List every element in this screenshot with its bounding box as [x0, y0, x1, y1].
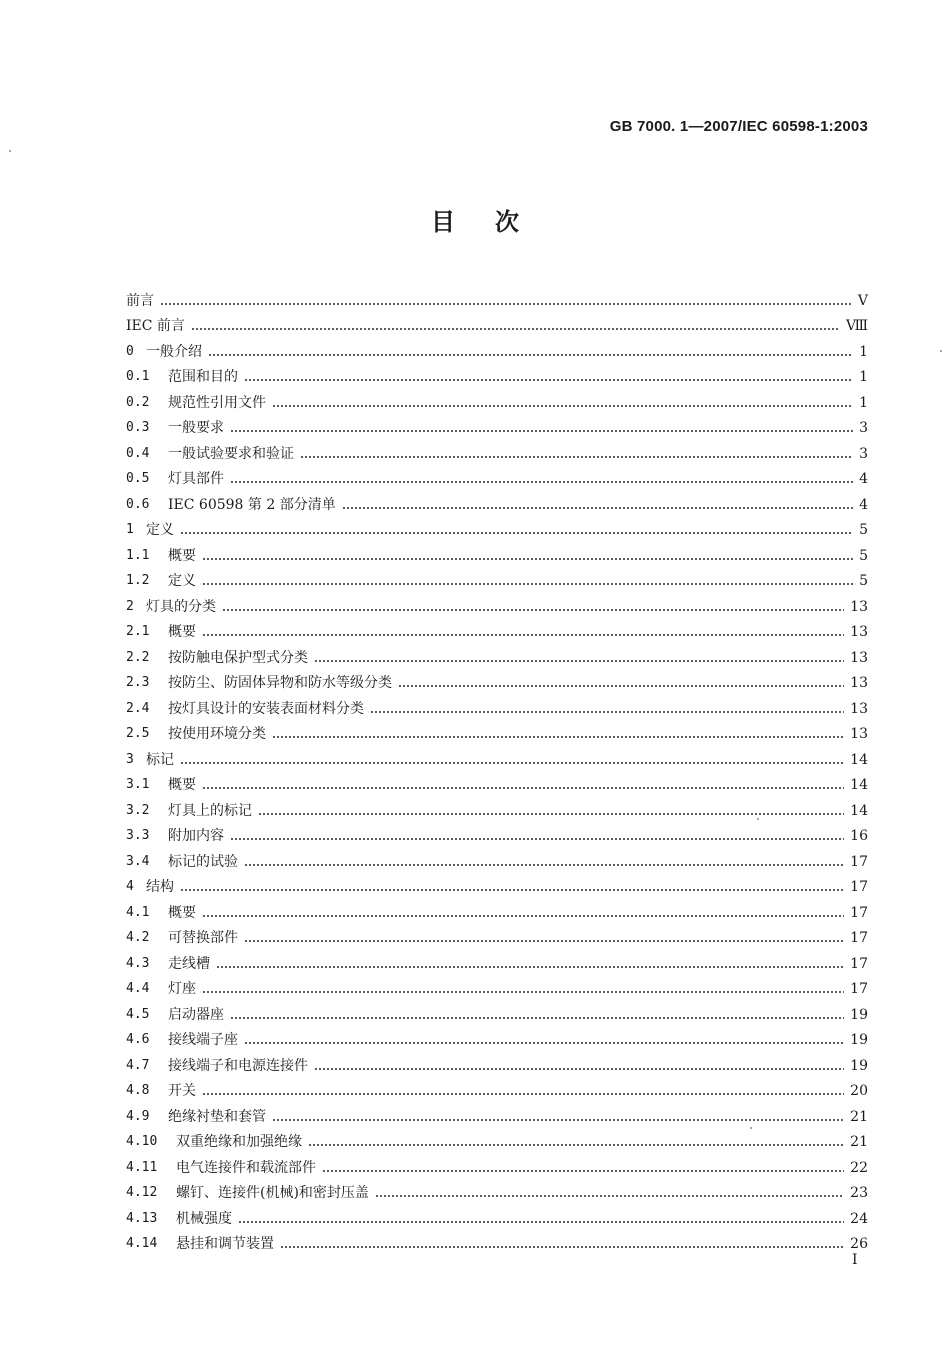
- toc-leader-dots: [342, 506, 853, 510]
- toc-entry-page: 14: [850, 802, 868, 819]
- toc-leader-dots: [230, 1016, 844, 1020]
- toc-entry-page: 13: [850, 624, 868, 640]
- scan-speck: [757, 818, 759, 820]
- toc-entry-number: 4.4: [126, 981, 150, 996]
- toc-entry-number: 3.2: [126, 802, 150, 818]
- toc-entry-title: 灯具上的标记: [168, 802, 252, 819]
- toc-entry-page: 21: [850, 1134, 868, 1150]
- toc-leader-dots: [180, 531, 853, 535]
- toc-entry-title: 一般试验要求和验证: [168, 445, 294, 462]
- toc-entry-number: 2.2: [126, 649, 150, 665]
- toc-entry-title: 附加内容: [168, 828, 224, 844]
- toc-entry: [126, 973, 868, 999]
- toc-entry-page: 5: [859, 522, 868, 538]
- toc-entry-title: 螺钉、连接件(机械)和密封压盖: [176, 1185, 369, 1201]
- toc-entry: [126, 1228, 868, 1254]
- toc-entry-number: 2.1: [126, 624, 150, 639]
- toc-leader-dots: [375, 1194, 844, 1198]
- toc-entry-number: 4.3: [126, 955, 150, 971]
- toc-leader-dots: [272, 1118, 844, 1122]
- toc-leader-dots: [180, 888, 844, 892]
- toc-leader-dots: [272, 404, 853, 408]
- toc-entry-page: 23: [850, 1185, 868, 1201]
- toc-entry-number: 2.4: [126, 700, 150, 716]
- toc-leader-dots: [272, 735, 844, 739]
- toc-entry-title: 绝缘衬垫和套管: [168, 1108, 266, 1125]
- toc-entry-title: 接线端子座: [168, 1032, 238, 1048]
- toc-entry-title: 概要: [168, 904, 196, 921]
- toc-entry-title: 按使用环境分类: [168, 726, 266, 742]
- toc-entry-title: 走线槽: [168, 955, 210, 972]
- toc-entry-title: 定义: [146, 522, 174, 538]
- toc-entry-page: 17: [850, 981, 868, 997]
- toc-entry: [126, 284, 868, 310]
- toc-entry-number: 4: [126, 879, 134, 894]
- toc-leader-dots: [398, 684, 844, 688]
- toc-entry-page: 17: [850, 853, 868, 870]
- toc-leader-dots: [258, 812, 844, 816]
- toc-entry: [126, 1049, 868, 1075]
- toc-entry-number: 0.3: [126, 420, 150, 435]
- toc-entry-title: 概要: [168, 547, 196, 564]
- toc-leader-dots: [314, 1067, 844, 1071]
- toc-entry-number: 0.1: [126, 369, 150, 384]
- toc-leader-dots: [244, 863, 844, 867]
- toc-entry-title: 机械强度: [176, 1210, 232, 1227]
- toc-entry-page: 3: [859, 445, 868, 462]
- toc-leader-dots: [202, 633, 844, 637]
- toc-entry-number: 0.2: [126, 394, 150, 410]
- toc-entry-page: 1: [859, 343, 868, 360]
- toc-entry-number: 4.9: [126, 1108, 150, 1124]
- toc-entry: [126, 947, 868, 973]
- toc-leader-dots: [202, 786, 844, 790]
- toc-entry: [126, 641, 868, 667]
- toc-entry-title: 标记的试验: [168, 853, 238, 870]
- toc-leader-dots: [322, 1169, 844, 1173]
- toc-entry: [126, 871, 868, 897]
- toc-entry-number: 4.14: [126, 1236, 158, 1251]
- toc-entry-number: 4.10: [126, 1134, 158, 1149]
- toc-entry-number: 1.1: [126, 547, 150, 563]
- toc-leader-dots: [230, 480, 853, 484]
- toc-entry-title: 双重绝缘和加强绝缘: [176, 1134, 302, 1150]
- toc-leader-dots: [244, 939, 844, 943]
- table-of-contents: [126, 284, 868, 1253]
- toc-entry-title: 前言: [126, 292, 154, 309]
- toc-entry-number: 4.2: [126, 930, 150, 945]
- toc-entry: [126, 565, 868, 591]
- toc-entry-page: 4: [859, 471, 868, 487]
- toc-entry-number: 0.4: [126, 445, 150, 461]
- toc-entry-number: 2.3: [126, 675, 150, 690]
- toc-entry-number: 3.3: [126, 828, 150, 843]
- scan-speck: [9, 150, 11, 152]
- toc-entry: [126, 386, 868, 412]
- toc-entry-page: 17: [850, 955, 868, 972]
- toc-entry: [126, 692, 868, 718]
- toc-leader-dots: [244, 378, 853, 382]
- toc-entry-number: 4.12: [126, 1185, 158, 1200]
- toc-entry-number: 1: [126, 522, 134, 537]
- toc-entry-title: 一般介绍: [146, 343, 202, 360]
- toc-entry: [126, 820, 868, 846]
- toc-leader-dots: [202, 1092, 844, 1096]
- toc-entry-page: 14: [850, 777, 868, 793]
- toc-leader-dots: [280, 1245, 844, 1249]
- toc-entry: [126, 998, 868, 1024]
- toc-entry-title: 按灯具设计的安装表面材料分类: [168, 700, 364, 717]
- toc-entry: [126, 1151, 868, 1177]
- toc-leader-dots: [160, 302, 852, 306]
- toc-entry: [126, 1202, 868, 1228]
- toc-entry-number: 0.6: [126, 496, 150, 512]
- toc-leader-dots: [244, 1041, 844, 1045]
- toc-entry-page: 3: [859, 420, 868, 436]
- toc-entry-page: 4: [859, 496, 868, 513]
- toc-entry: [126, 616, 868, 642]
- toc-entry: [126, 743, 868, 769]
- toc-entry-page: 19: [850, 1006, 868, 1023]
- toc-entry-number: 2.5: [126, 726, 150, 741]
- toc-entry: [126, 1024, 868, 1050]
- toc-entry-title: 灯座: [168, 981, 196, 997]
- toc-entry-title: 规范性引用文件: [168, 394, 266, 411]
- toc-entry-number: 4.11: [126, 1159, 158, 1175]
- toc-entry-title: 定义: [168, 573, 196, 589]
- toc-entry-title: 电气连接件和载流部件: [176, 1159, 316, 1176]
- toc-entry-page: 13: [850, 598, 868, 615]
- scan-speck: [750, 1127, 752, 1129]
- toc-leader-dots: [202, 557, 853, 561]
- toc-entry-page: 19: [850, 1057, 868, 1074]
- toc-entry-page: Ⅷ: [845, 318, 868, 334]
- toc-entry: [126, 539, 868, 565]
- toc-entry-page: 20: [850, 1083, 868, 1099]
- toc-leader-dots: [238, 1220, 844, 1224]
- toc-entry-title: 灯具部件: [168, 471, 224, 487]
- toc-entry: [126, 514, 868, 540]
- toc-entry-number: 3.1: [126, 777, 150, 792]
- toc-entry-number: 4.7: [126, 1057, 150, 1073]
- toc-entry-number: 2: [126, 598, 134, 614]
- toc-leader-dots: [202, 914, 844, 918]
- toc-entry-page: 1: [859, 394, 868, 411]
- toc-entry-number: 0: [126, 343, 134, 359]
- toc-entry-title: 结构: [146, 879, 174, 895]
- toc-entry: [126, 463, 868, 489]
- toc-entry: [126, 922, 868, 948]
- toc-entry-number: 1.2: [126, 573, 150, 588]
- toc-entry: [126, 1126, 868, 1152]
- toc-entry-page: 17: [850, 930, 868, 946]
- toc-entry-title: IEC 60598 第 2 部分清单: [168, 496, 336, 513]
- toc-leader-dots: [202, 582, 853, 586]
- toc-entry: [126, 335, 868, 361]
- toc-entry-title: 标记: [146, 751, 174, 768]
- toc-leader-dots: [230, 837, 844, 841]
- toc-entry-page: 26: [850, 1236, 868, 1252]
- toc-leader-dots: [191, 327, 840, 331]
- toc-entry-page: 13: [850, 700, 868, 717]
- scan-speck: [940, 350, 942, 352]
- toc-entry-page: V: [857, 292, 868, 309]
- toc-entry-page: 17: [850, 879, 868, 895]
- toc-entry-title: 范围和目的: [168, 369, 238, 385]
- toc-entry-title: 按防触电保护型式分类: [168, 649, 308, 666]
- toc-entry: [126, 845, 868, 871]
- toc-entry: [126, 1177, 868, 1203]
- toc-entry-page: 19: [850, 1032, 868, 1048]
- toc-entry: [126, 310, 868, 336]
- toc-entry-page: 13: [850, 675, 868, 691]
- document-code: GB 7000. 1—2007/IEC 60598-1:2003: [609, 118, 868, 135]
- toc-entry-title: 接线端子和电源连接件: [168, 1057, 308, 1074]
- toc-entry-page: 1: [859, 369, 868, 385]
- page-number: I: [852, 1252, 858, 1268]
- toc-entry: [126, 667, 868, 693]
- toc-leader-dots: [208, 353, 853, 357]
- toc-entry-number: 4.13: [126, 1210, 158, 1226]
- toc-entry-title: IEC 前言: [126, 318, 185, 334]
- toc-leader-dots: [216, 965, 844, 969]
- toc-entry-number: 4.8: [126, 1083, 150, 1098]
- toc-entry-page: 16: [850, 828, 868, 844]
- page-title: 目次: [431, 208, 559, 236]
- toc-entry-page: 17: [850, 904, 868, 921]
- toc-entry-title: 灯具的分类: [146, 598, 216, 615]
- toc-entry-page: 21: [850, 1108, 868, 1125]
- toc-entry: [126, 769, 868, 795]
- toc-entry-title: 按防尘、防固体异物和防水等级分类: [168, 675, 392, 691]
- toc-entry-page: 22: [850, 1159, 868, 1176]
- toc-entry-page: 13: [850, 649, 868, 666]
- toc-entry-number: 4.1: [126, 904, 150, 920]
- toc-leader-dots: [202, 990, 844, 994]
- toc-entry-title: 概要: [168, 777, 196, 793]
- toc-entry-title: 一般要求: [168, 420, 224, 436]
- toc-entry-page: 24: [850, 1210, 868, 1227]
- toc-entry-title: 开关: [168, 1083, 196, 1099]
- toc-entry: [126, 718, 868, 744]
- toc-entry: [126, 412, 868, 438]
- toc-entry: [126, 794, 868, 820]
- toc-entry-number: 3: [126, 751, 134, 767]
- toc-leader-dots: [222, 608, 844, 612]
- toc-entry-page: 5: [859, 573, 868, 589]
- toc-entry: [126, 488, 868, 514]
- toc-entry: [126, 1100, 868, 1126]
- toc-leader-dots: [180, 761, 844, 765]
- toc-leader-dots: [300, 455, 853, 459]
- toc-entry: [126, 896, 868, 922]
- toc-entry-title: 启动器座: [168, 1006, 224, 1023]
- toc-entry-page: 14: [850, 751, 868, 768]
- toc-leader-dots: [370, 710, 844, 714]
- toc-entry-number: 4.5: [126, 1006, 150, 1022]
- toc-leader-dots: [230, 429, 853, 433]
- toc-leader-dots: [314, 659, 844, 663]
- toc-entry: [126, 590, 868, 616]
- toc-entry-page: 5: [859, 547, 868, 564]
- toc-entry-title: 悬挂和调节装置: [176, 1236, 274, 1252]
- toc-entry: [126, 437, 868, 463]
- toc-entry-page: 13: [850, 726, 868, 742]
- toc-entry-title: 可替换部件: [168, 930, 238, 946]
- toc-leader-dots: [308, 1143, 844, 1147]
- toc-entry: [126, 361, 868, 387]
- toc-entry-number: 0.5: [126, 471, 150, 486]
- toc-entry-number: 3.4: [126, 853, 150, 869]
- toc-entry: [126, 1075, 868, 1101]
- toc-entry-number: 4.6: [126, 1032, 150, 1047]
- toc-entry-title: 概要: [168, 624, 196, 640]
